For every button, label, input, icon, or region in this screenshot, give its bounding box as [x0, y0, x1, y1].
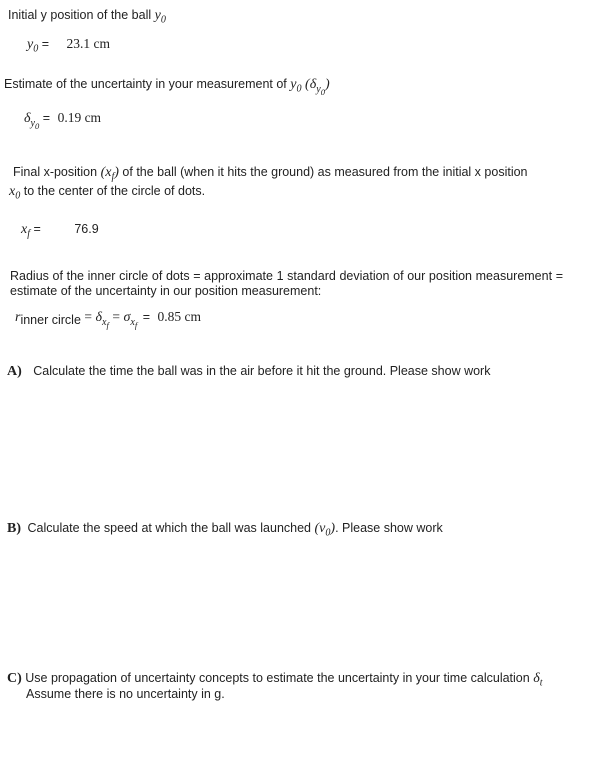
question-c-line1 [7, 671, 592, 687]
xf-value: 76.9 [74, 222, 99, 236]
y0-symbol: $y_0$ [154, 8, 166, 26]
xf-line2: $x_0$ to the center of the circle of dots. [9, 184, 206, 202]
sigma-xf-symbol: $\sigma_{x_f}$ [123, 310, 138, 330]
r-inner-symbol: $r_{inner circle}$ [15, 310, 81, 328]
xf-symbol: $x_f$ [21, 222, 31, 240]
question-b-text: Calculate the speed at which the ball was launched [27, 521, 311, 535]
radius-eq2: = [112, 309, 120, 324]
radius-eq1: = [84, 309, 92, 324]
radius-equation [15, 309, 201, 330]
y0-value-symbol: $y_0$ [27, 37, 39, 55]
question-b [7, 521, 443, 537]
unc-y0-symbol: $y_0$ [290, 77, 302, 95]
question-c [7, 671, 592, 701]
unc-y0-value-line [24, 110, 102, 131]
question-a-label: A) [7, 364, 22, 379]
unc-y0-equals: = [42, 111, 51, 125]
xf-inline-symbol: $(x_f)$ [100, 165, 119, 183]
v0-symbol: $(v_0)$ [314, 521, 336, 539]
question-a-text: Calculate the time the ball was in the air before it hit the ground. Please show work [33, 364, 491, 378]
xf-description [9, 165, 583, 202]
question-a [7, 364, 490, 380]
delta-t-symbol: $\delta_t$ [533, 671, 543, 689]
xf-equals: = [33, 222, 41, 236]
radius-eq3: = [142, 310, 151, 324]
y0-label-line [8, 8, 166, 24]
y0-value: 23.1 cm [66, 36, 111, 51]
question-c-text: Use propagation of uncertainty concepts to estimate the uncertainty in your time calculation [25, 671, 530, 685]
question-c-line2: Assume there is no uncertainty in g. [26, 687, 225, 701]
question-c-label: C) [7, 671, 22, 686]
question-b-rest: . Please show work [335, 521, 443, 535]
unc-y0-value: 0.19 cm [57, 110, 102, 125]
y0-label: Initial y position of the ball [8, 8, 152, 22]
y0-equals: = [41, 37, 50, 51]
x0-inline-symbol: $x_0$ [9, 184, 21, 202]
xf-value-line [21, 222, 99, 238]
radius-description: Radius of the inner circle of dots = approximate 1 standard deviation of our position measurement = estimate of the uncertainty in our position measurement: [10, 269, 563, 298]
delta-xf-symbol: $\delta_{x_f}$ [95, 310, 109, 330]
question-b-label: B) [7, 521, 21, 536]
unc-y0-delta-paren: $(\delta_{y_0})$ [305, 77, 330, 97]
y0-value-line [27, 36, 110, 53]
radius-value: 0.85 cm [157, 309, 201, 324]
unc-y0-label: Estimate of the uncertainty in your measurement of [4, 77, 287, 91]
xf-line1: Final x-position $(x_f)$ of the ball (when it hits the ground) as measured from the initial x position [13, 165, 528, 183]
unc-y0-label-line [4, 77, 330, 97]
unc-y0-delta: $\delta_{y_0}$ [24, 111, 40, 131]
